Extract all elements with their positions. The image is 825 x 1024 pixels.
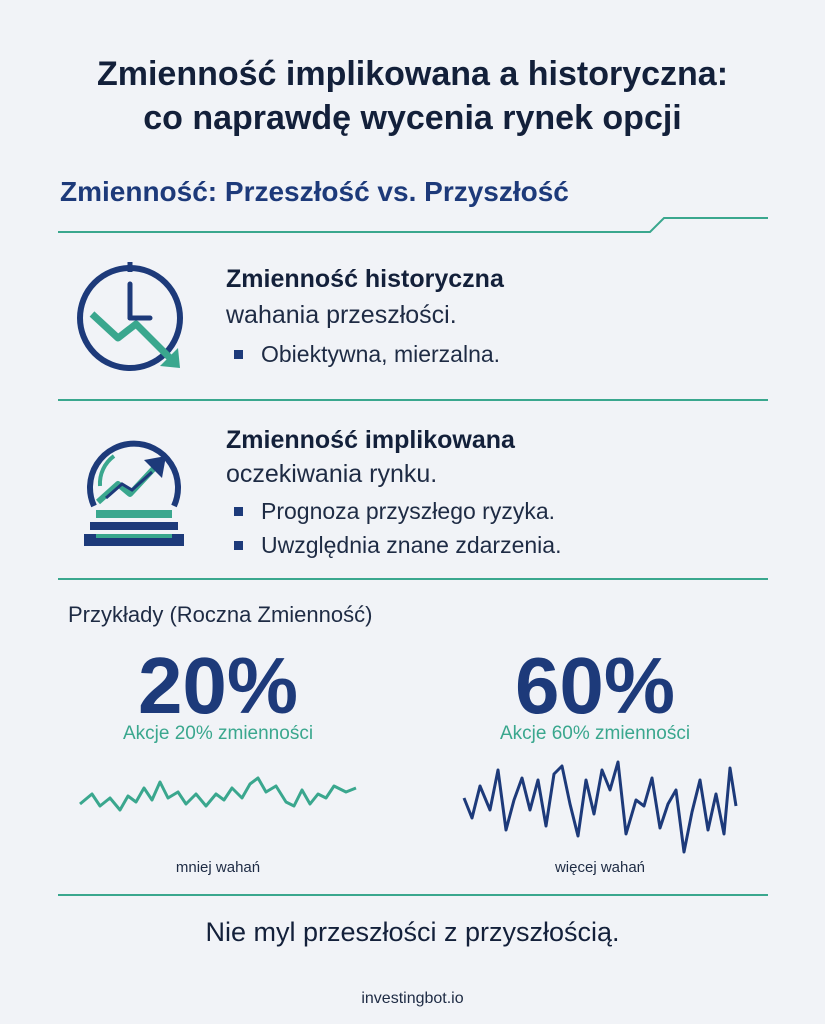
page-title-line-1: Zmienność implikowana a historyczna: — [96, 55, 729, 93]
implied-bullet-2-text: Uwzględnia znane zdarzenia. — [261, 532, 562, 558]
historical-bullet-text: Obiektywna, mierzalna. — [261, 341, 501, 367]
implied-title: Zmienność implikowana — [226, 426, 515, 454]
high-volatility-wave-label: więcej wahań — [554, 859, 646, 876]
crystal-ball-up-arrow-icon — [74, 428, 194, 550]
bullet-square-icon — [234, 507, 243, 516]
page-title-line-2: co naprawdę wycenia rynek opcji — [143, 99, 682, 137]
section-title: Zmienność: Przeszłość vs. Przyszłość — [60, 176, 569, 207]
low-volatility-wave — [80, 778, 356, 810]
bullet-square-icon — [234, 350, 243, 359]
high-volatility-caption: Akcje 60% zmienności — [499, 723, 691, 744]
historical-title: Zmienność historyczna — [226, 265, 504, 293]
bullet-square-icon — [234, 541, 243, 550]
high-volatility-wave — [464, 762, 736, 852]
historical-subtitle: wahania przeszłości. — [226, 301, 457, 329]
implied-bullet-1-text: Prognoza przyszłego ryzyka. — [261, 498, 556, 524]
low-volatility-caption: Akcje 20% zmienności — [122, 723, 314, 744]
section-underline — [0, 210, 825, 236]
site-link[interactable]: investingbot.io — [361, 990, 464, 1007]
volatility-waves — [0, 740, 825, 870]
clock-down-arrow-icon — [74, 262, 194, 372]
low-volatility-value: 20% — [137, 641, 299, 730]
page-title — [0, 52, 825, 140]
examples-label: Przykłady (Roczna Zmienność) — [68, 602, 373, 627]
implied-bullet-2 — [234, 532, 561, 559]
implied-subtitle: oczekiwania rynku. — [226, 460, 438, 488]
historical-bullet — [234, 341, 500, 368]
divider — [58, 894, 768, 896]
divider — [58, 578, 768, 580]
footer-message: Nie myl przeszłości z przyszłością. — [205, 917, 620, 947]
low-volatility-wave-label: mniej wahań — [175, 859, 261, 876]
high-volatility-value: 60% — [514, 641, 676, 730]
divider — [58, 399, 768, 401]
implied-bullet-1 — [234, 498, 555, 525]
